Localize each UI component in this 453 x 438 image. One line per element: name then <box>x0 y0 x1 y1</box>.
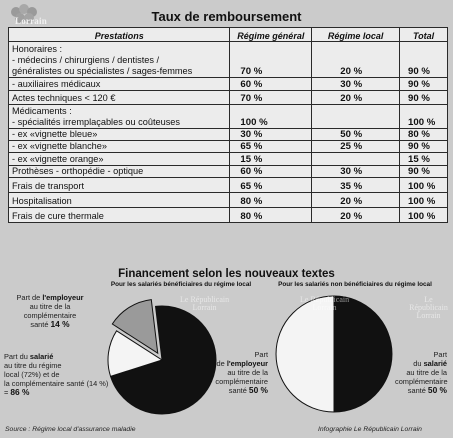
row-label: Hospitalisation <box>9 193 230 208</box>
row-regime-general: 80 % <box>230 193 312 208</box>
row-regime-general: 80 % <box>230 208 312 223</box>
row-regime-local <box>312 117 400 129</box>
row-label: - ex «vignette bleue» <box>9 129 230 141</box>
row-total: 100 % <box>400 193 448 208</box>
table-row <box>9 117 448 129</box>
logo-text: Lorrain <box>15 16 47 26</box>
left-employer-note: Part de l'employeur au titre de la complémentaire santé 14 % <box>16 293 84 329</box>
row-label: Frais de transport <box>9 178 230 193</box>
row-total: 90 % <box>400 91 448 105</box>
table-row <box>9 178 448 193</box>
row-regime-local: 20 % <box>312 208 400 223</box>
table-row <box>9 208 448 223</box>
row-regime-local <box>312 55 400 66</box>
left-employee-note: Part du salarié au titre du régime local (72%) et de la complémentaire santé (14 %) = 86 % <box>4 352 109 397</box>
row-regime-general <box>230 42 312 55</box>
row-regime-general: 15 % <box>230 153 312 166</box>
table-header-row <box>9 28 448 42</box>
row-regime-general: 30 % <box>230 129 312 141</box>
row-total: 15 % <box>400 153 448 166</box>
row-label: - ex «vignette orange» <box>9 153 230 166</box>
row-total: 100 % <box>400 208 448 223</box>
table-row <box>9 66 448 78</box>
header-prestations: Prestations <box>9 28 230 42</box>
row-total: 80 % <box>400 129 448 141</box>
header-regime-local: Régime local <box>312 28 400 42</box>
pie-slice-employee <box>334 296 392 412</box>
row-regime-local: 50 % <box>312 129 400 141</box>
row-label: Prothèses - orthopédie - optique <box>9 166 230 178</box>
row-label: Honoraires : <box>9 42 230 55</box>
row-label: Frais de cure thermale <box>9 208 230 223</box>
row-regime-local: 30 % <box>312 78 400 91</box>
watermark-3: Le Républicain Lorrain <box>409 295 448 320</box>
row-regime-local: 20 % <box>312 66 400 78</box>
row-regime-local <box>312 153 400 166</box>
table-row <box>9 42 448 55</box>
row-total: 90 % <box>400 166 448 178</box>
row-label: - spécialités irremplaçables ou coûteuses <box>9 117 230 129</box>
row-total: 90 % <box>400 66 448 78</box>
source-note: Source : Régime local d'assurance maladie <box>5 426 136 433</box>
table-row <box>9 166 448 178</box>
watermark-2: Le Républicain Lorrain <box>300 295 350 312</box>
row-label: Médicaments : <box>9 105 230 117</box>
right-employer-note: Part de l'employeur au titre de la complémentaire santé 50 % <box>215 350 268 395</box>
right-employee-note: Part du salarié au titre de la complémentaire santé 50 % <box>395 350 448 395</box>
row-regime-local: 25 % <box>312 141 400 153</box>
row-total: 100 % <box>400 117 448 129</box>
row-total <box>400 105 448 117</box>
pie-slice-employer <box>276 296 334 412</box>
table-row <box>9 78 448 91</box>
table-row <box>9 91 448 105</box>
row-total: 90 % <box>400 141 448 153</box>
row-regime-local: 20 % <box>312 193 400 208</box>
watermark-1: Le Républicain Lorrain <box>180 295 230 312</box>
reimbursement-table <box>8 27 448 223</box>
header-regime-general: Régime général <box>230 28 312 42</box>
row-regime-general: 65 % <box>230 178 312 193</box>
row-regime-general: 60 % <box>230 166 312 178</box>
table-row <box>9 105 448 117</box>
row-regime-general: 60 % <box>230 78 312 91</box>
row-regime-local <box>312 105 400 117</box>
row-label: Actes techniques < 120 € <box>9 91 230 105</box>
row-total: 100 % <box>400 178 448 193</box>
row-regime-local: 35 % <box>312 178 400 193</box>
table-row <box>9 129 448 141</box>
row-total: 90 % <box>400 78 448 91</box>
table-row <box>9 193 448 208</box>
row-label: généralistes ou spécialistes / sages-femmes <box>9 66 230 78</box>
row-total <box>400 42 448 55</box>
row-regime-local: 30 % <box>312 166 400 178</box>
row-regime-general: 65 % <box>230 141 312 153</box>
header-total: Total <box>400 28 448 42</box>
table-row <box>9 55 448 66</box>
credit-note: Infographie Le Républicain Lorrain <box>318 426 422 433</box>
row-label: - ex «vignette blanche» <box>9 141 230 153</box>
table-row <box>9 153 448 166</box>
row-regime-general: 70 % <box>230 91 312 105</box>
row-label: - médecins / chirurgiens / dentistes / <box>9 55 230 66</box>
row-label: - auxiliaires médicaux <box>9 78 230 91</box>
table-title: Taux de remboursement <box>151 9 302 24</box>
row-regime-local <box>312 42 400 55</box>
row-regime-general: 70 % <box>230 66 312 78</box>
row-regime-general <box>230 55 312 66</box>
financement-title: Financement selon les nouveaux textes <box>118 268 335 280</box>
row-regime-general: 100 % <box>230 117 312 129</box>
left-subtitle: Pour les salariés bénéficiaires du régime local <box>110 281 252 288</box>
row-regime-local: 20 % <box>312 91 400 105</box>
table-row <box>9 141 448 153</box>
row-regime-general <box>230 105 312 117</box>
right-subtitle: Pour les salariés non bénéficiaires du régime local <box>278 281 432 288</box>
row-total <box>400 55 448 66</box>
